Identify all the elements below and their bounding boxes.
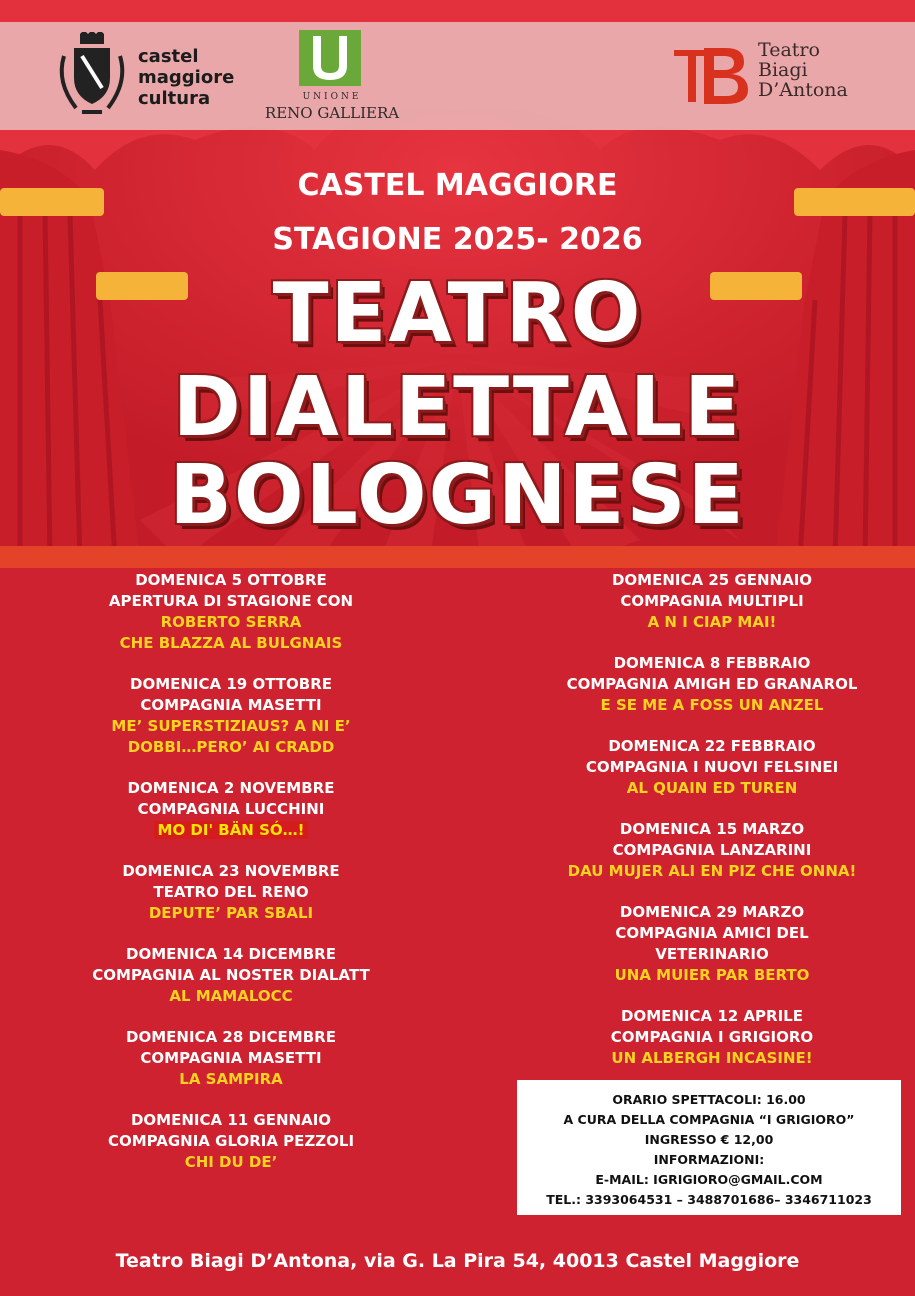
event-date: DOMENICA 25 GENNAIO (611, 571, 813, 589)
event-item (16, 1110, 446, 1173)
event-show-highlighted: MO DI' BÄN SÓ…! (154, 821, 309, 839)
event-date: DOMENICA 12 APRILE (621, 1007, 803, 1025)
event-company: COMPAGNIA AMICI DEL VETERINARIO (615, 924, 809, 963)
event-date: DOMENICA 19 OTTOBRE (130, 675, 332, 693)
tb-monogram-icon (670, 42, 754, 108)
info-phone[interactable]: TEL.: 3393064531 – 3488701686– 3346711023 (546, 1192, 872, 1207)
crest-icon (52, 32, 132, 120)
event-item (497, 736, 915, 799)
logo1-text: castel maggiore cultura (138, 46, 235, 109)
event-company: COMPAGNIA MASETTI (140, 1049, 322, 1067)
event-item (497, 570, 915, 633)
logo2-top-text: UNIONE (302, 92, 362, 102)
event-show: CHI DU DE’ (184, 1153, 278, 1171)
event-company: TEATRO DEL RENO (153, 883, 309, 901)
event-company: COMPAGNIA MULTIPLI (620, 592, 804, 610)
event-show: DEPUTE’ PAR SBALI (148, 904, 314, 922)
title-big-teatro: TEATRO (272, 266, 643, 361)
event-company: COMPAGNIA LUCCHINI (137, 800, 325, 818)
event-date: DOMENICA 22 FEBBRAIO (608, 737, 816, 755)
info-orario: ORARIO SPETTACOLI: 16.00 (612, 1092, 806, 1107)
event-date: DOMENICA 2 NOVEMBRE (127, 779, 335, 797)
title-big-bolognese: BOLOGNESE (169, 448, 746, 543)
schedule-left-column (16, 570, 446, 1193)
event-item (16, 944, 446, 1007)
event-date: DOMENICA 28 DICEMBRE (126, 1028, 336, 1046)
event-show: ROBERTO SERRA (160, 613, 302, 631)
event-company: APERTURA DI STAGIONE CON (108, 592, 354, 610)
event-item (16, 1027, 446, 1090)
event-show: AL QUAIN ED TUREN (626, 779, 798, 797)
event-date: DOMENICA 11 GENNAIO (130, 1111, 332, 1129)
event-company: COMPAGNIA GLORIA PEZZOLI (107, 1132, 355, 1150)
event-show: UNA MUIER PAR BERTO (614, 966, 810, 984)
info-heading: INFORMAZIONI: (653, 1152, 765, 1167)
info-email[interactable]: E-MAIL: IGRIGIORO@GMAIL.COM (595, 1172, 823, 1187)
event-show: DOBBI…PERO’ AI CRADD (127, 738, 335, 756)
event-item (497, 1006, 915, 1069)
title-line2: STAGIONE 2025- 2026 (272, 222, 643, 257)
logo2-bottom-text: RENO GALLIERA (264, 104, 400, 122)
event-item (16, 778, 446, 841)
logo3-text: Teatro Biagi D’Antona (758, 39, 848, 101)
event-date: DOMENICA 23 NOVEMBRE (122, 862, 340, 880)
stage-floor-band (0, 546, 915, 568)
info-box (517, 1080, 901, 1215)
event-item (16, 861, 446, 924)
event-item (497, 819, 915, 882)
title-line1: CASTEL MAGGIORE (297, 168, 618, 203)
event-show: E SE ME A FOSS UN ANZEL (600, 696, 824, 714)
event-date: DOMENICA 29 MARZO (619, 903, 805, 921)
unione-reno-galliera-logo (262, 30, 402, 126)
event-company: COMPAGNIA AMIGH ED GRANAROL (566, 675, 858, 693)
event-item (16, 570, 446, 654)
event-date: DOMENICA 8 FEBBRAIO (613, 654, 811, 672)
event-show: UN ALBERGH INCASINE! (611, 1049, 813, 1067)
venue-address: Teatro Biagi D’Antona, via G. La Pira 54, 40013 Castel Maggiore (115, 1250, 800, 1272)
event-date: DOMENICA 15 MARZO (619, 820, 805, 838)
event-date: DOMENICA 14 DICEMBRE (126, 945, 336, 963)
event-item (16, 674, 446, 758)
teatro-biagi-logo (670, 38, 890, 118)
event-show: DAU MUJER ALI EN PIZ CHE ONNA! (567, 862, 857, 880)
event-company: COMPAGNIA MASETTI (140, 696, 322, 714)
event-item (497, 902, 915, 986)
logo-bar (0, 22, 915, 130)
info-ingresso: INGRESSO € 12,00 (644, 1132, 774, 1147)
event-date: DOMENICA 5 OTTOBRE (135, 571, 327, 589)
event-show: A N I CIAP MAI! (647, 613, 777, 631)
event-show: LA SAMPIRA (179, 1070, 283, 1088)
castel-maggiore-logo (52, 32, 272, 122)
event-show: CHE BLAZZA AL BULGNAIS (119, 634, 343, 652)
title-big-dialettale: DIALETTALE (172, 360, 743, 455)
event-item (497, 653, 915, 716)
event-show: AL MAMALOCC (169, 987, 293, 1005)
event-company: COMPAGNIA AL NOSTER DIALATT (92, 966, 370, 984)
event-company: COMPAGNIA LANZARINI (612, 841, 812, 859)
schedule-right-column (497, 570, 915, 1089)
event-show: ME’ SUPERSTIZIAUS? A NI E’ (111, 717, 351, 735)
event-company: COMPAGNIA I NUOVI FELSINEI (585, 758, 839, 776)
info-compagnia: A CURA DELLA COMPAGNIA “I GRIGIORO” (563, 1112, 855, 1127)
event-company: COMPAGNIA I GRIGIORO (610, 1028, 814, 1046)
u-mark-icon (299, 30, 361, 90)
